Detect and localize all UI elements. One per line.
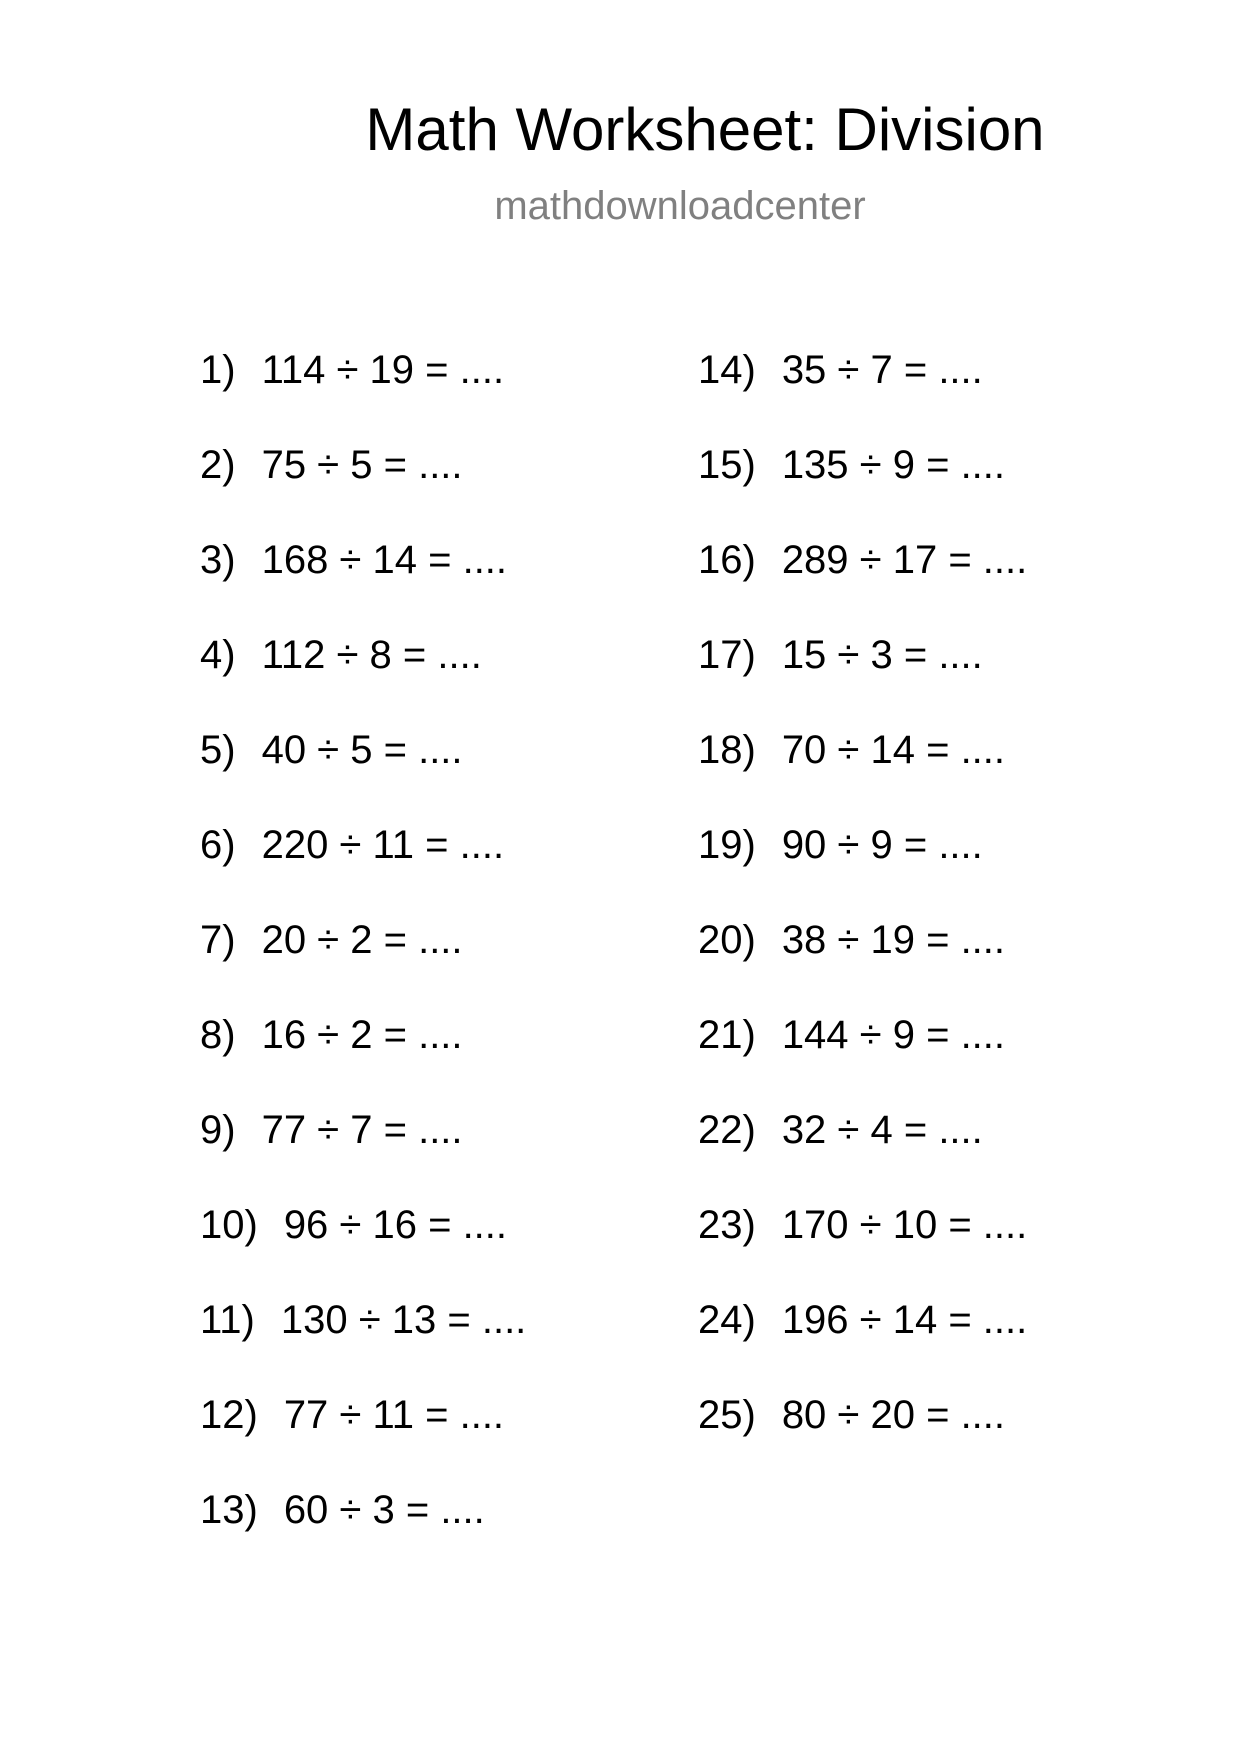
problem-number: 17) xyxy=(698,633,756,677)
problem-item xyxy=(698,915,1027,1010)
problem-number: 16) xyxy=(698,538,756,582)
problem-expression: 135 ÷ 9 = .... xyxy=(781,443,1006,487)
problem-number: 7) xyxy=(200,918,236,962)
problem-item xyxy=(200,1010,526,1105)
problem-expression: 130 ÷ 13 = .... xyxy=(280,1298,527,1342)
problem-number: 3) xyxy=(200,538,236,582)
problem-number: 9) xyxy=(200,1108,236,1152)
problem-item xyxy=(200,345,526,440)
problem-number: 11) xyxy=(200,1298,255,1342)
problem-expression: 90 ÷ 9 = .... xyxy=(781,823,983,867)
problem-number: 20) xyxy=(698,918,756,962)
problem-expression: 15 ÷ 3 = .... xyxy=(781,633,983,677)
problem-number: 8) xyxy=(200,1013,236,1057)
problem-item xyxy=(698,1295,1027,1390)
problem-expression: 289 ÷ 17 = .... xyxy=(781,538,1028,582)
page-title: Math Worksheet: Division xyxy=(365,96,1045,163)
problem-expression: 75 ÷ 5 = .... xyxy=(261,443,463,487)
problem-number: 21) xyxy=(698,1013,756,1057)
problem-expression: 144 ÷ 9 = .... xyxy=(781,1013,1006,1057)
problem-expression: 38 ÷ 19 = .... xyxy=(781,918,1006,962)
problem-number: 4) xyxy=(200,633,236,677)
problem-expression: 60 ÷ 3 = .... xyxy=(283,1488,485,1532)
problem-item xyxy=(698,1390,1027,1485)
problem-item xyxy=(200,915,526,1010)
problem-number: 22) xyxy=(698,1108,756,1152)
problem-item xyxy=(698,1200,1027,1295)
problem-number: 10) xyxy=(200,1203,258,1247)
problem-number: 24) xyxy=(698,1298,756,1342)
problem-item xyxy=(698,345,1027,440)
problem-item xyxy=(200,1390,526,1485)
page-subtitle: mathdownloadcenter xyxy=(494,184,866,228)
problem-expression: 114 ÷ 19 = .... xyxy=(261,348,505,392)
problem-expression: 35 ÷ 7 = .... xyxy=(781,348,983,392)
problem-expression: 96 ÷ 16 = .... xyxy=(283,1203,508,1247)
problem-item xyxy=(698,725,1027,820)
problem-expression: 196 ÷ 14 = .... xyxy=(781,1298,1028,1342)
problem-item xyxy=(200,1200,526,1295)
problem-expression: 20 ÷ 2 = .... xyxy=(261,918,463,962)
problem-expression: 77 ÷ 11 = .... xyxy=(283,1393,505,1437)
problem-expression: 220 ÷ 11 = .... xyxy=(261,823,505,867)
problem-number: 25) xyxy=(698,1393,756,1437)
problem-number: 14) xyxy=(698,348,756,392)
problem-number: 5) xyxy=(200,728,236,772)
problem-item xyxy=(200,535,526,630)
problem-column-left xyxy=(200,345,526,1580)
problem-expression: 16 ÷ 2 = .... xyxy=(261,1013,463,1057)
problem-number: 15) xyxy=(698,443,756,487)
problem-expression: 168 ÷ 14 = .... xyxy=(261,538,508,582)
problem-number: 13) xyxy=(200,1488,258,1532)
problem-item xyxy=(698,820,1027,915)
problem-expression: 80 ÷ 20 = .... xyxy=(781,1393,1006,1437)
problem-expression: 70 ÷ 14 = .... xyxy=(781,728,1006,772)
problem-expression: 112 ÷ 8 = .... xyxy=(261,633,482,677)
problem-item xyxy=(200,820,526,915)
problem-expression: 77 ÷ 7 = .... xyxy=(261,1108,463,1152)
problem-expression: 32 ÷ 4 = .... xyxy=(781,1108,983,1152)
problem-item xyxy=(200,1105,526,1200)
problem-column-right xyxy=(698,345,1027,1485)
problem-item xyxy=(698,535,1027,630)
problem-number: 19) xyxy=(698,823,756,867)
problem-item xyxy=(200,440,526,535)
problem-number: 23) xyxy=(698,1203,756,1247)
problem-expression: 170 ÷ 10 = .... xyxy=(781,1203,1028,1247)
problem-item xyxy=(698,1105,1027,1200)
problem-expression: 40 ÷ 5 = .... xyxy=(261,728,463,772)
problem-number: 2) xyxy=(200,443,236,487)
problem-item xyxy=(200,1295,526,1390)
problem-item xyxy=(698,1010,1027,1105)
problem-number: 1) xyxy=(200,348,236,392)
problem-number: 6) xyxy=(200,823,236,867)
problem-item xyxy=(698,630,1027,725)
problem-item xyxy=(200,630,526,725)
problem-item xyxy=(200,725,526,820)
problem-number: 12) xyxy=(200,1393,258,1437)
problem-number: 18) xyxy=(698,728,756,772)
problem-item xyxy=(698,440,1027,535)
problem-item xyxy=(200,1485,526,1580)
